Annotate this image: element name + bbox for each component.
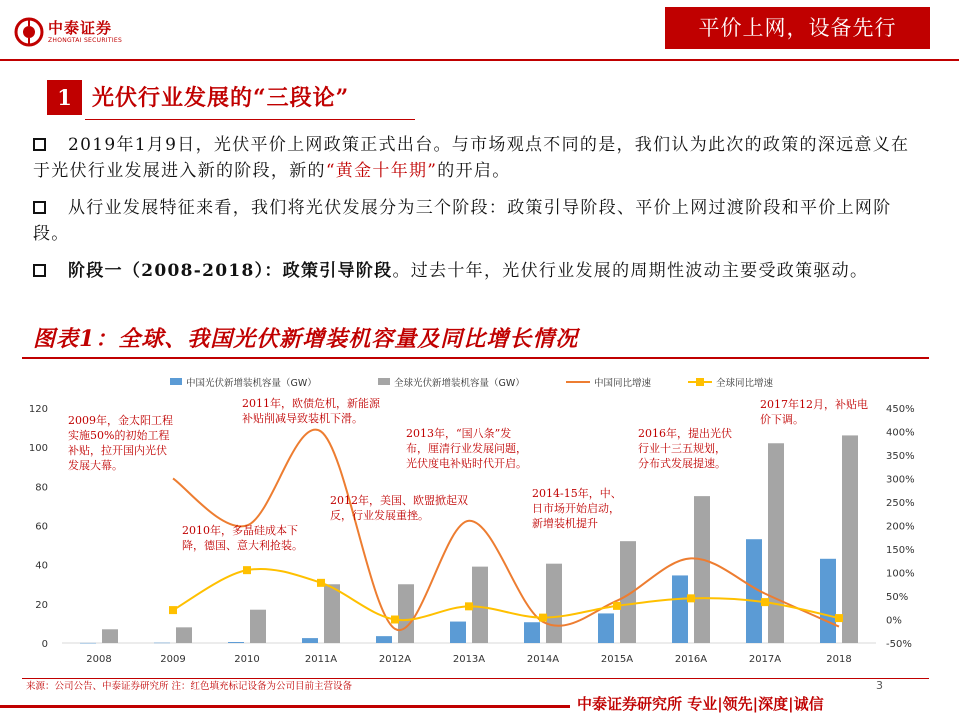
chart-title: 图表1：全球、我国光伏新增装机容量及同比增长情况 — [33, 326, 579, 352]
y-right-tick-label: 450% — [886, 404, 915, 415]
y-right-tick-label: 400% — [886, 427, 915, 439]
y-left-tick-label: 0 — [41, 639, 48, 650]
paragraph-1 — [33, 132, 923, 184]
china-capacity-bar — [450, 622, 466, 643]
global-growth-marker — [243, 566, 251, 574]
y-right-tick-label: 100% — [886, 568, 915, 580]
section-title: 光伏行业发展的“三段论” — [92, 85, 350, 111]
china-capacity-bar — [80, 643, 96, 644]
global-capacity-bar — [398, 584, 414, 643]
global-capacity-bar — [176, 627, 192, 643]
global-growth-marker — [465, 602, 473, 610]
x-tick-label: 2015A — [600, 654, 634, 665]
chart-title-underline — [22, 357, 929, 359]
china-capacity-bar — [820, 559, 836, 643]
y-left-tick-label: 100 — [28, 443, 48, 455]
china-capacity-bar — [672, 575, 688, 643]
legend-swatch — [378, 378, 390, 385]
global-capacity-bar — [842, 435, 858, 643]
global-capacity-bar — [768, 443, 784, 643]
legend-label: 全球光伏新增装机容量（GW） — [394, 378, 525, 389]
x-tick-label: 2016A — [674, 654, 708, 665]
china-capacity-bar — [228, 642, 244, 643]
company-logo — [14, 12, 122, 52]
x-tick-label: 2009 — [160, 654, 186, 665]
chart-annotation-2016: 2016年，提出光伏 行业十三五规划， 分布式发展提速。 — [638, 427, 732, 470]
logo-icon — [14, 17, 44, 47]
y-right-tick-label: 150% — [886, 545, 915, 556]
global-growth-marker — [539, 614, 547, 622]
global-growth-marker — [835, 614, 843, 622]
x-tick-label: 2010 — [234, 654, 260, 665]
global-growth-marker — [761, 598, 769, 606]
global-growth-marker — [317, 579, 325, 587]
global-growth-marker — [169, 606, 177, 614]
y-right-tick-label: 0% — [886, 615, 902, 627]
legend-label: 中国光伏新增装机容量（GW） — [186, 378, 317, 389]
china-capacity-bar — [598, 613, 614, 643]
global-capacity-bar — [102, 629, 118, 643]
global-growth-marker — [613, 602, 621, 610]
header-divider — [0, 59, 959, 61]
x-tick-label: 2012A — [378, 654, 412, 665]
x-tick-label: 2013A — [452, 654, 486, 665]
paragraph-3-heading: 阶段一（2008-2018）：政策引导阶段 — [68, 261, 393, 281]
global-growth-marker — [687, 594, 695, 602]
paragraph-1-highlight: “黄金十年期” — [325, 161, 438, 181]
china-capacity-bar — [154, 643, 170, 644]
footer-tagline: 中泰证券研究所 专业|领先|深度|诚信 — [577, 695, 824, 713]
checkbox-bullet-icon — [33, 138, 46, 151]
x-tick-label: 2018 — [826, 654, 852, 665]
x-tick-label: 2014A — [526, 654, 560, 665]
x-tick-label: 2011A — [304, 654, 338, 665]
chart-annotation-2011: 2011年，欧债危机，新能源 补贴削减导致装机下滑。 — [242, 397, 380, 425]
y-left-tick-label: 40 — [35, 560, 48, 572]
global-capacity-bar — [250, 610, 266, 643]
chart-annotation-2010: 2010年，多晶硅成本下 降，德国、意大利抢装。 — [182, 524, 303, 552]
paragraph-1-text-b: 的开启。 — [437, 161, 511, 181]
legend-label: 中国同比增速 — [594, 378, 652, 389]
paragraph-3-text: 。过去十年，光伏行业发展的周期性波动主要受政策驱动。 — [392, 261, 869, 281]
china-capacity-bar — [524, 622, 540, 643]
y-left-tick-label: 120 — [28, 404, 48, 415]
source-divider — [22, 678, 929, 679]
legend-swatch-marker — [696, 378, 704, 386]
china-capacity-bar — [302, 638, 318, 643]
y-left-tick-label: 60 — [35, 521, 48, 533]
y-right-tick-label: -50% — [886, 639, 912, 650]
china-capacity-bar — [376, 636, 392, 643]
global-growth-marker — [391, 616, 399, 624]
logo-name-en: ZHONGTAI SECURITIES — [48, 36, 123, 44]
paragraph-1-text-a: 2019年1月9日，光伏平价上网政策正式出台。与市场观点不同的是，我们认为此次的政策的深远意义在于光伏行业发展进入新的阶段，新的 — [33, 135, 910, 181]
legend-label: 全球同比增速 — [716, 378, 774, 389]
checkbox-bullet-icon — [33, 201, 46, 214]
y-right-tick-label: 300% — [886, 474, 915, 486]
paragraph-2-text: 从行业发展特征来看，我们将光伏发展分为三个阶段：政策引导阶段、平价上网过渡阶段和平价上网阶段。 — [33, 198, 892, 244]
footer-bar — [0, 705, 570, 708]
header-banner: 平价上网，设备先行 — [665, 7, 930, 49]
y-right-tick-label: 50% — [886, 592, 909, 603]
page-number: 3 — [876, 679, 883, 692]
source-note: 来源：公司公告、中泰证券研究所 注：红色填充标记设备为公司目前主营设备 — [26, 681, 353, 692]
global-capacity-bar — [694, 496, 710, 643]
chart-annotation-2014-15: 2014-15年，中、 日市场开始启动， 新增装机提升 — [532, 487, 622, 530]
y-right-tick-label: 250% — [886, 498, 915, 509]
global-capacity-bar — [546, 564, 562, 643]
section-number: 1 — [47, 80, 82, 115]
y-right-tick-label: 350% — [886, 451, 915, 462]
paragraph-3 — [33, 258, 923, 284]
x-tick-label: 2008 — [86, 654, 112, 665]
chart-annotation-2013: 2013年，“国八条”发 布，厘清行业发展问题， 光伏度电补贴时代开启。 — [406, 427, 527, 470]
y-left-tick-label: 20 — [35, 599, 48, 611]
chart-annotation-2012: 2012年，美国、欧盟掀起双 反，行业发展重挫。 — [330, 494, 468, 522]
checkbox-bullet-icon — [33, 264, 46, 277]
y-left-tick-label: 80 — [35, 482, 48, 494]
global-growth-line — [173, 569, 839, 620]
logo-name-cn: 中泰证券 — [48, 18, 113, 37]
global-capacity-bar — [472, 567, 488, 643]
chart-annotation-2017: 2017年12月，补贴电 价下调。 — [760, 398, 868, 426]
legend-swatch — [170, 378, 182, 385]
chart-annotation-2009: 2009年，金太阳工程 实施50%的初始工程 补贴，拉开国内光伏 发展大幕。 — [68, 414, 173, 472]
section-underline — [85, 119, 415, 120]
paragraph-2 — [33, 195, 923, 247]
global-capacity-bar — [324, 584, 340, 643]
y-right-tick-label: 200% — [886, 521, 915, 533]
x-tick-label: 2017A — [748, 654, 782, 665]
